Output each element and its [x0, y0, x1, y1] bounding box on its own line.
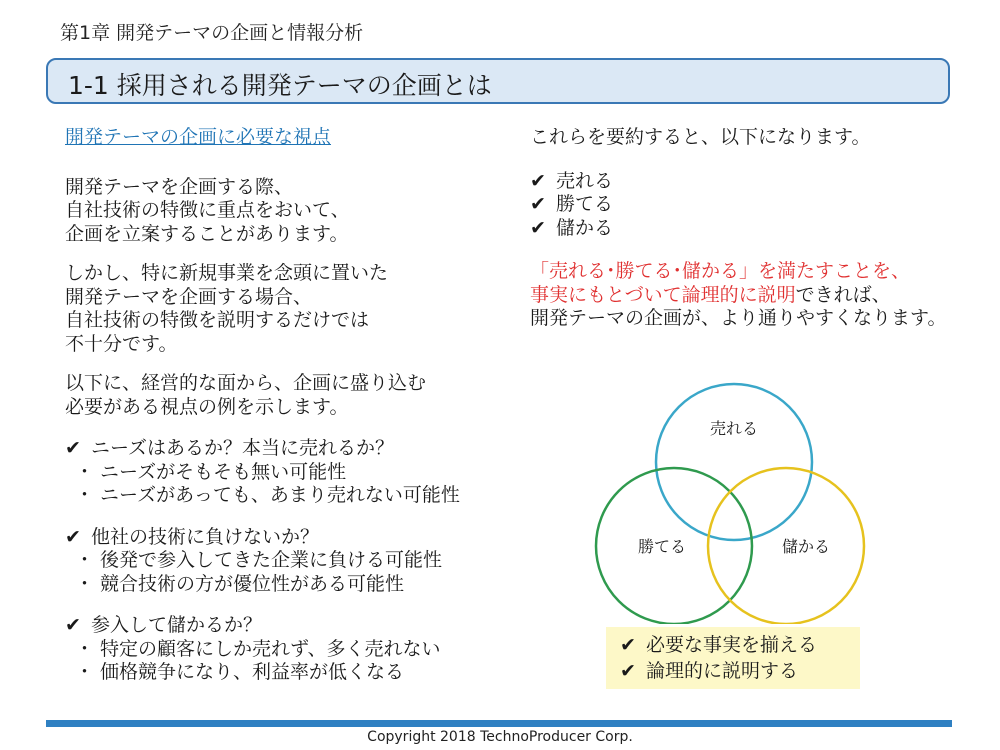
right-column — [530, 126, 970, 331]
text-line: しかし、特に新規事業を念頭に置いた — [65, 262, 389, 284]
text-line: 不十分です。 — [65, 332, 178, 355]
footer-bar — [46, 720, 952, 727]
text-line: 企画を立案することがあります。 — [65, 222, 349, 245]
viewpoint-item: ・ ニーズがあっても、あまり売れない可能性 — [75, 484, 460, 506]
check-icon: ✔ — [530, 169, 546, 192]
viewpoint-question: ✔ 他社の技術に負けないか？ — [65, 525, 320, 548]
viewpoint-item: ・ 後発で参入してきた企業に負ける可能性 — [75, 549, 443, 571]
slide-title-box — [46, 58, 950, 104]
conclusion-line-3: 開発テーマの企画が、より通りやすくなります。 — [530, 307, 947, 329]
viewpoint-item: ・ 価格競争になり、利益率が低くなる — [75, 661, 405, 683]
paragraph-2 — [65, 262, 505, 356]
conclusion-text — [530, 260, 970, 331]
paragraph-3 — [65, 372, 505, 419]
text-line: 開発テーマを企画する際、 — [65, 175, 294, 198]
paragraph-1 — [65, 176, 505, 247]
venn-circle-sell — [656, 384, 812, 540]
summary-checklist — [530, 170, 970, 241]
conclusion-line-1: 「売れる･勝てる･儲かる」を満たすことを、 — [530, 260, 911, 282]
chapter-heading: 第1章 開発テーマの企画と情報分析 — [60, 22, 364, 44]
venn-diagram — [590, 374, 880, 624]
requirements-box — [606, 627, 860, 689]
text-line: 必要がある視点の例を示します。 — [65, 395, 349, 418]
text-line: 以下に、経営的な面から、企画に盛り込む — [65, 372, 427, 394]
text-line: 自社技術の特徴に重点をおいて、 — [65, 199, 350, 221]
viewpoint-question: ✔ ニーズはあるか？本当に売れるか？ — [65, 437, 395, 459]
check-icon: ✔ — [620, 634, 636, 656]
venn-label-sell: 売れる — [709, 419, 759, 438]
viewpoint-item: ・ 特定の顧客にしか売れず、多く売れない — [75, 637, 441, 660]
viewpoint-group-competition — [65, 526, 505, 597]
viewpoint-group-needs — [65, 437, 505, 508]
summary-intro: これらを要約すると、以下になります。 — [530, 126, 871, 148]
viewpoint-item: ・ ニーズがそもそも無い可能性 — [75, 460, 347, 483]
viewpoint-question: ✔ 参入して儲かるか？ — [65, 614, 263, 636]
venn-label-profit: 儲かる — [781, 537, 831, 556]
conclusion-line-2: 事実にもとづいて論理的に説明できれば、 — [530, 283, 891, 306]
requirement-item: ✔ 必要な事実を揃える — [620, 634, 818, 656]
venn-label-win: 勝てる — [637, 537, 687, 556]
copyright: Copyright 2018 TechnoProducer Corp. — [367, 729, 633, 745]
checklist-item: ✔ 売れる — [530, 169, 614, 192]
viewpoint-group-profit — [65, 614, 505, 685]
viewpoint-item: ・ 競合技術の方が優位性がある可能性 — [75, 572, 405, 595]
check-icon: ✔ — [65, 614, 81, 636]
check-icon: ✔ — [65, 525, 81, 548]
checklist-item: ✔ 勝てる — [530, 193, 614, 215]
left-column — [65, 126, 505, 703]
requirement-item: ✔ 論理的に説明する — [620, 660, 799, 682]
checklist-item: ✔ 儲かる — [530, 216, 614, 239]
check-icon: ✔ — [530, 216, 546, 239]
check-icon: ✔ — [65, 437, 81, 459]
slide-title: 1-1 採用される開発テーマの企画とは — [68, 71, 492, 100]
text-line: 開発テーマを企画する場合、 — [65, 285, 313, 308]
text-line: 自社技術の特徴を説明するだけでは — [65, 309, 370, 331]
section-subheading: 開発テーマの企画に必要な視点 — [65, 126, 332, 148]
check-icon: ✔ — [620, 660, 636, 682]
check-icon: ✔ — [530, 193, 546, 215]
